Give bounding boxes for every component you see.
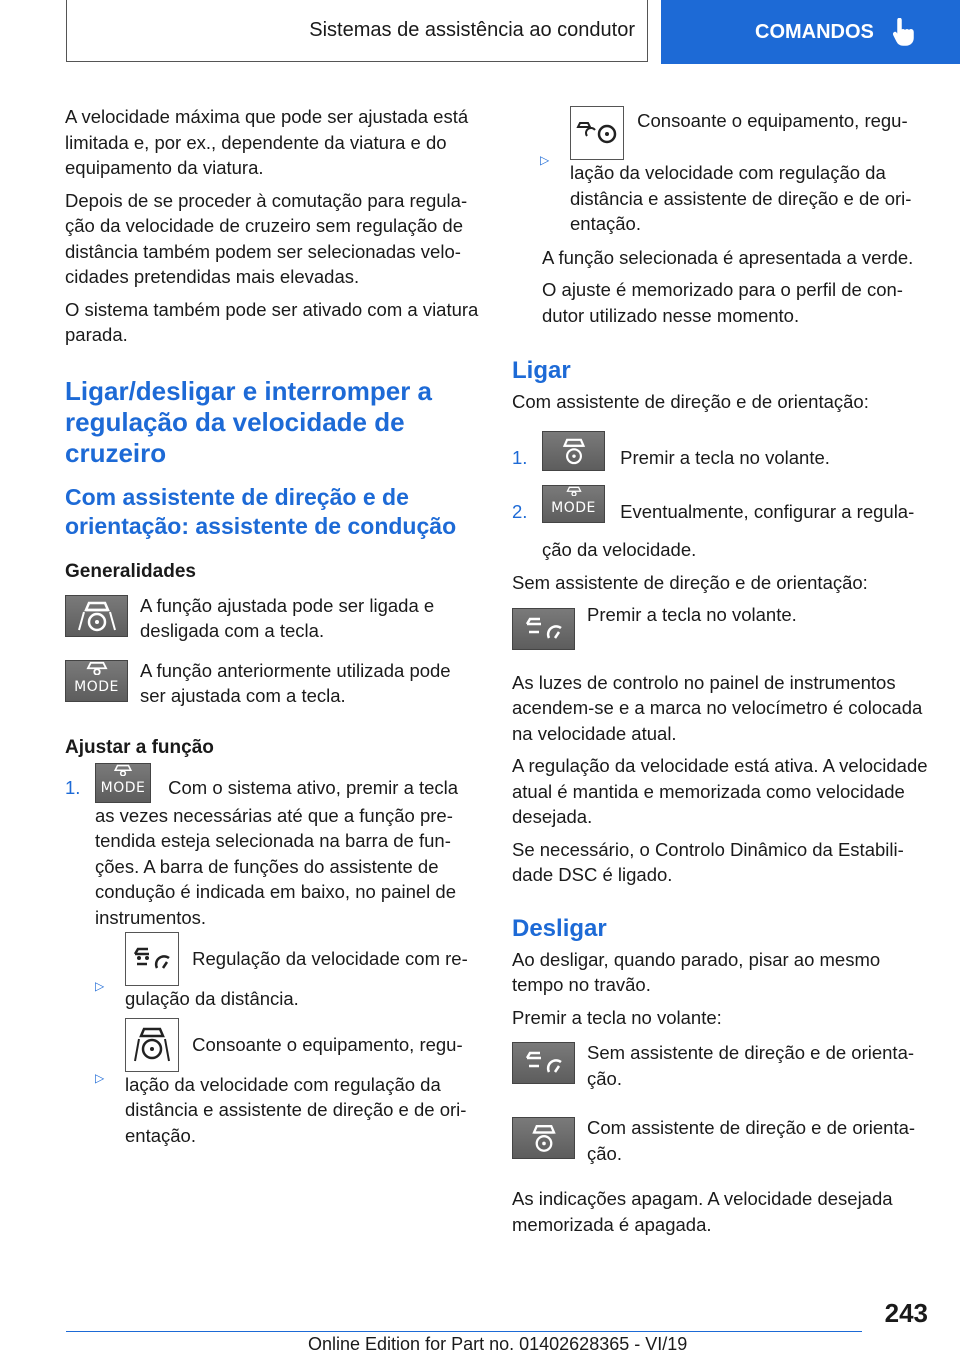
right-column [512, 104, 930, 1244]
sub-item-text: Consoante o equipamento, regulação da velocidade com regulação da distância e assistente de direção e de orientação. [570, 110, 912, 234]
sub-item-steering [95, 1032, 480, 1149]
footer-edition: Online Edition for Part no. 01402628365 - VI/19 [308, 1334, 688, 1354]
paragraph: O ajuste é memorizado para o perfil de condutor utilizado nesse momento. [542, 279, 903, 326]
icon-description: A função anteriormente utilizada pode ser ajustada com a tecla. [140, 659, 451, 706]
icon-description-row [512, 1040, 930, 1091]
page-number: 243 [884, 1298, 928, 1328]
list-item-step-1 [512, 431, 930, 471]
paragraph: As luzes de controlo no painel de instrumentos acendem-se e a marca no velocímetro é colocada na velocidade atual. [512, 671, 923, 744]
paragraph: Com assistente de direção e de orientação: [512, 391, 869, 412]
icon-description: Premir a tecla no volante. [587, 603, 797, 625]
sub-item-text: Regulação da velocidade com regulação da distância. [125, 948, 468, 1009]
header-section-title: Sistemas de assistência ao condutor [309, 19, 635, 41]
list-item-step-2 [512, 485, 930, 560]
header-chapter-title: COMANDOS [755, 20, 874, 43]
heading-desligar: Desligar [512, 914, 607, 942]
list-item-step-1 [65, 775, 480, 931]
sub-item-steering-distance [512, 108, 930, 237]
icon-description: Com assistente de direção e de orientação. [587, 1117, 916, 1164]
step-text: Eventualmente, configurar a regulação da velocidade. [542, 500, 915, 560]
step-text: Premir a tecla no volante. [620, 446, 830, 468]
icon-description-row [512, 603, 930, 650]
distance-key-icon [512, 1042, 575, 1084]
sub-item-text: Consoante o equipamento, regulação da velocidade com regulação da distância e assistente de direção e de orientação. [125, 1033, 467, 1146]
distance-steering-icon [570, 106, 624, 160]
paragraph: Ao desligar, quando parado, pisar ao mesmo tempo no travão. [512, 948, 881, 995]
heading-ligar: Ligar [512, 357, 571, 384]
steering-assist-key-icon [512, 1117, 575, 1159]
sub-item-distance [95, 946, 480, 1012]
paragraph: Sem assistente de direção e de orientação: [512, 572, 868, 593]
triangle-bullet-icon: ▷ [95, 1070, 105, 1085]
icon-description-row [512, 1115, 930, 1166]
paragraph: O sistema também pode ser ativado com a viatura parada. [65, 298, 479, 345]
triangle-bullet-icon: ▷ [95, 979, 105, 993]
mode-key-icon: MODE [542, 485, 605, 523]
paragraph: A regulação da velocidade está ativa. A velocidade atual é mantida e memorizada como velocidade desejada. [512, 755, 928, 827]
icon-description: A função ajustada pode ser ligada e desligada com a tecla. [140, 594, 435, 641]
triangle-bullet-icon: ▷ [540, 153, 550, 167]
left-column [65, 104, 480, 1156]
steering-assist-icon [125, 1018, 179, 1072]
header-chapter-tab[interactable] [661, 0, 960, 64]
mode-key-icon: MODE [95, 763, 151, 803]
distance-key-icon [512, 608, 575, 650]
step-text: Com o sistema ativo, premir a tecla as vezes necessárias até que a função pretendida esteja selecionada na barra de funções. A barra de funções do assistente de condução é indicada em baixo, no painel de instrumentos. [95, 776, 459, 928]
paragraph: Depois de se proceder à comutação para regulação da velocidade de cruzeiro sem regulação de distância também podem ser selecionadas velocidades pretendidas mais elevadas. [65, 189, 468, 287]
step-number: 2. [512, 500, 528, 522]
pointing-hand-icon [892, 18, 918, 46]
paragraph: A velocidade máxima que pode ser ajustada está limitada e, por ex., dependente da viatura e do equipamento da viatura. [65, 106, 469, 178]
subsection-heading: Com assistente de direção e de orientação: assistente de condução [65, 483, 457, 539]
icon-description-row [65, 593, 480, 644]
steering-assist-key-icon [65, 595, 128, 637]
header-section-box [66, 0, 648, 62]
mode-key-icon: MODE [65, 660, 128, 702]
minor-heading-adjust: Ajustar a função [65, 736, 214, 758]
section-heading: Ligar/desligar e interromper a regulação da velocidade de cruzeiro [65, 375, 433, 468]
steering-assist-key-icon [542, 431, 605, 471]
paragraph: Premir a tecla no volante: [512, 1006, 722, 1028]
footer-divider [66, 1331, 862, 1332]
paragraph: As indicações apagam. A velocidade desejada memorizada é apagada. [512, 1188, 893, 1235]
distance-control-icon [125, 932, 179, 986]
sub-list [65, 946, 480, 1148]
step-number: 1. [65, 776, 81, 798]
minor-heading-general: Generalidades [65, 560, 196, 582]
icon-description-row [65, 658, 480, 709]
paragraph: A função selecionada é apresentada a verde. [542, 246, 914, 268]
paragraph: Se necessário, o Controlo Dinâmico da Estabilidade DSC é ligado. [512, 838, 904, 885]
step-number: 1. [512, 446, 528, 468]
icon-description: Sem assistente de direção e de orientação. [587, 1042, 915, 1089]
